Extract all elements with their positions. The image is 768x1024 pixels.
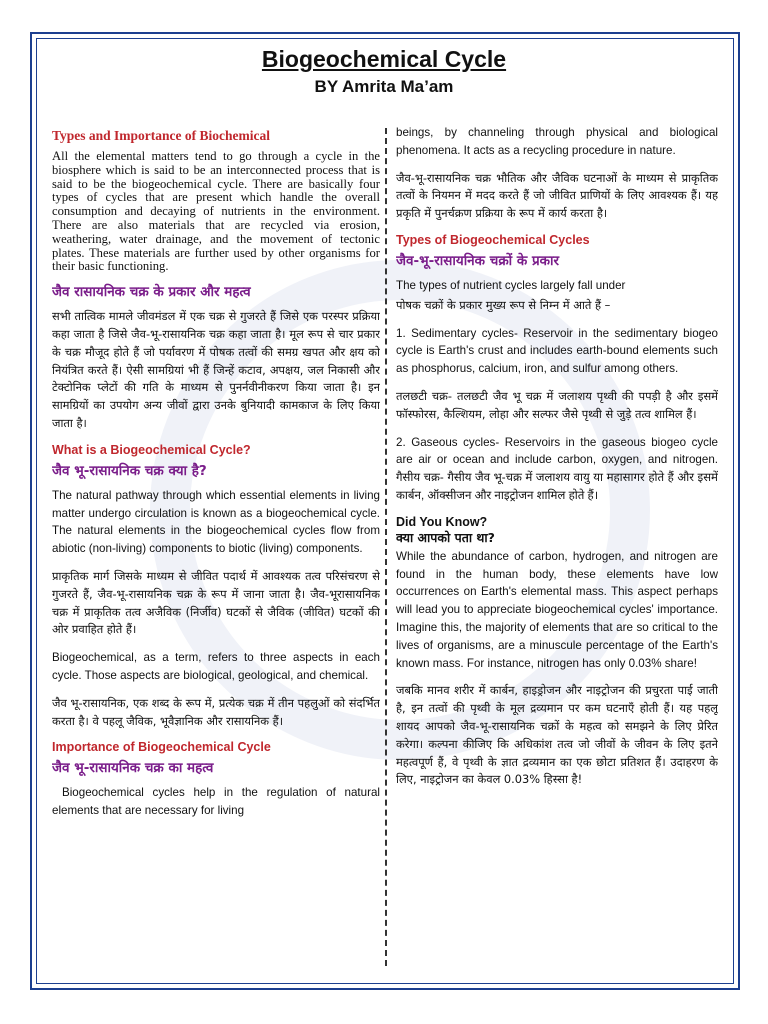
paragraph-types-intro: The types of nutrient cycles largely fall under xyxy=(396,278,626,292)
paragraph-gaseous-cycles: 2. Gaseous cycles- Reservoirs in the gaseous biogeo cycle are air or ocean and include carbon, oxygen, and nitrogen. गैसीय चक्र- गैसीय जैव भू-चक्र में जलाशय वायु या महासागर होते हैं और इसमें कार्बन, ऑक्सीजन और नाइट्रोजन शामिल होते हैं। xyxy=(396,435,718,502)
paragraph-what-is-hindi: प्राकृतिक मार्ग जिसके माध्यम से जीवित पदार्थ में आवश्यक तत्व परिसंचरण से गुजरते हैं, जैव-भू-रासायनिक चक्र के रूप में जाना जाता है। जैव-भूरासायनिक चक्र में प्राकृतिक तत्व अजैविक (निर्जीव) घटकों से जैविक (जीवित) घटकों की ओर प्रवाहित होते हैं। xyxy=(52,568,380,637)
document-author: BY Amrita Ma’am xyxy=(314,77,454,96)
paragraph-term-aspects-hindi: जैव भू-रासायनिक, एक शब्द के रूप में, प्रत्येक चक्र में तीन पहलुओं को संदर्भित करता है। वे पहलू जैविक, भूवैज्ञानिक और रासायनिक हैं। xyxy=(52,695,380,728)
paragraph-types-importance: All the elemental matters tend to go through a cycle in the biosphere which is said to be an interconnected process that is said to be the biogeochemical cycle. There are basically four types of cycles that are present which handle the overall consumption and decaying of nutrients in the environment. There are also materials that are recycled via erosion, weathering, water drainage, and the movement of tectonic plates. These materials are further used by other organisms for their basic functioning. xyxy=(52,149,380,274)
section-heading-did-you-know: Did You Know? xyxy=(396,514,488,529)
column-divider xyxy=(385,128,387,966)
section-heading-what-is-hindi: जैव भू-रासायनिक चक्र क्या है? xyxy=(52,462,207,479)
paragraph-sedimentary-cycles: 1. Sedimentary cycles- Reservoir in the sedimentary biogeo cycle is Earth's crust and includes earth-bound elements such as phosphorus, calcium, iron, and sulfur among others. xyxy=(396,326,718,376)
paragraph-did-you-know: While the abundance of carbon, hydrogen, and nitrogen are found in the human body, these elements have low occurrences on Earth's elemental mass. This aspect perhaps will lead you to appreciate biogeochemical cycles' importance. Imagine this, the majority of elements that are so critical to the lives of organisms, are a minuscule percentage of the Earth's known mass. For instance, nitrogen has only 0.03% share! xyxy=(396,549,718,670)
section-heading-importance-hindi: जैव भू-रासायनिक चक्र का महत्व xyxy=(52,760,214,777)
section-heading-types: Types of Biogeochemical Cycles xyxy=(396,232,590,247)
left-column xyxy=(52,124,380,969)
paragraph-importance-continued: beings, by channeling through physical and biological phenomena. It acts as a recycling procedure in nature. xyxy=(396,126,718,157)
paragraph-sedimentary-cycles-hindi: तलछटी चक्र- तलछटी जैव भू चक्र में जलाशय पृथ्वी की पपड़ी है और इसमें फॉस्फोरस, कैल्शियम, लोहा और सल्फर जैसे पृथ्वी से जुड़े तत्व शामिल हैं। xyxy=(396,388,718,421)
section-heading-types-importance: Types and Importance of Biochemical xyxy=(52,128,270,143)
section-heading-types-importance-hindi: जैव रासायनिक चक्र के प्रकार और महत्व xyxy=(52,284,251,301)
paragraph-term-aspects: Biogeochemical, as a term, refers to three aspects in each cycle. Those aspects are biological, geological, and chemical. xyxy=(52,651,380,682)
paragraph-importance-hindi: जैव-भू-रासायनिक चक्र भौतिक और जैविक घटनाओं के माध्यम से प्राकृतिक तत्वों के नियमन में मदद करते हैं जो जीवित प्राणियों के लिए आवश्यक हैं। यह प्रकृति में पुनर्चक्रण प्रक्रिया के रूप में कार्य करता है। xyxy=(396,170,718,221)
paragraph-did-you-know-hindi: जबकि मानव शरीर में कार्बन, हाइड्रोजन और नाइट्रोजन की प्रचुरता पाई जाती है, इन तत्वों की पृथ्वी के मूल द्रव्यमान पर कम घटनाएँ होती हैं। यह पहलू शायद आपको जैव-भू-रासायनिक चक्रों के महत्व को समझने के लिए प्रेरित करेगा। कल्पना कीजिए कि अधिकांश तत्व जो जीवों के जीवन के लिए इतने महत्वपूर्ण हैं, वे पृथ्वी के ज्ञात द्रव्यमान का एक छोटा प्रतिशत हैं। उदाहरण के लिए, नाइट्रोजन का केवल 0.03% हिस्सा है! xyxy=(396,683,718,787)
document-title: Biogeochemical Cycle xyxy=(261,46,507,72)
section-heading-what-is: What is a Biogeochemical Cycle? xyxy=(52,442,251,457)
section-heading-did-you-know-hindi: क्या आपको पता था? xyxy=(396,529,495,545)
right-column xyxy=(396,124,718,969)
paragraph-what-is: The natural pathway through which essential elements in living matter undergo circulation is known as a biogeochemical cycle. The natural elements in the biogeochemical cycles flow from abiotic (non-living) components to biotic (living) components. xyxy=(52,488,380,556)
paragraph-importance: Biogeochemical cycles help in the regulation of natural elements that are necessary for living xyxy=(52,786,380,818)
section-heading-importance: Importance of Biogeochemical Cycle xyxy=(52,740,271,755)
section-heading-types-hindi: जैव-भू-रासायनिक चक्रों के प्रकार xyxy=(396,252,560,269)
paragraph-types-importance-hindi: सभी तात्विक मामले जीवमंडल में एक चक्र से गुजरते हैं जिसे एक परस्पर प्रक्रिया कहा जाता है जिसे जैव-भू-रासायनिक चक्र कहा जाता है। मूल रूप से चार प्रकार के चक्र मौजूद होते हैं जो पर्यावरण में पोषक तत्वों की समग्र खपत और क्षय को नियंत्रित करते हैं। ऐसी सामग्रियां भी हैं जिन्हें कटाव, अपक्षय, जल निकासी और टेक्टोनिक प्लेटों की गति के माध्यम से पुनर्नवीनीकरण किया जाता है। इन सामग्रियों का उपयोग अन्य जीवों द्वारा उनके बुनियादी कामकाज के लिए किया जाता है। xyxy=(52,309,380,430)
paragraph-types-intro-hindi: पोषक चक्रों के प्रकार मुख्य रूप से निम्न में आते हैं – xyxy=(396,297,611,312)
